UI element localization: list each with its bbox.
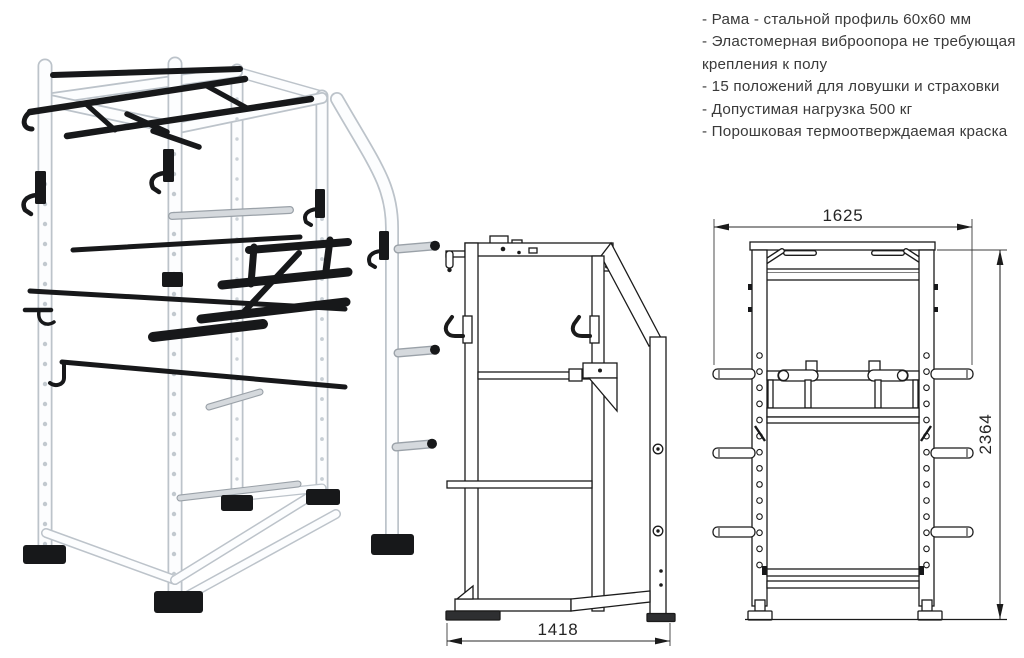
side-storage-post — [650, 337, 666, 614]
dim-1418 — [447, 620, 670, 646]
side-lower-bar — [447, 481, 592, 488]
peg-cap — [430, 241, 440, 251]
peg-cap — [430, 345, 440, 355]
side-j-hook — [573, 316, 599, 343]
dim-1418-label: 1418 — [537, 620, 579, 639]
front-j-pins — [755, 426, 931, 441]
front-foot-pad — [748, 611, 772, 620]
front-cross-beam — [763, 269, 922, 280]
side-foot-pad — [647, 614, 675, 622]
peg-cap — [427, 439, 437, 449]
dim-1625-label: 1625 — [822, 206, 864, 225]
side-j-hook — [446, 316, 472, 343]
side-rear-support — [601, 243, 661, 346]
front-pullup-handles — [759, 251, 929, 266]
weight-pegs — [396, 241, 440, 449]
spec-item-positions: - 15 положений для ловушки и страховки — [702, 78, 1000, 96]
front-right-upright — [919, 250, 934, 606]
side-rear-post — [592, 256, 604, 611]
spec-item-feet: - Эластомерная виброопора не требующая крепления к полу — [702, 33, 1016, 73]
front-left-upright — [752, 250, 767, 606]
front-foot-pad — [918, 611, 942, 620]
front-bottom-bar — [767, 569, 919, 576]
front-dip-struts — [768, 380, 918, 408]
side-base-rail — [455, 599, 571, 611]
front-view-drawing — [713, 206, 1007, 620]
side-top-beam — [465, 243, 613, 256]
side-pullup-handle — [446, 251, 466, 272]
spec-item-load: - Допустимая нагрузка 500 кг — [702, 100, 913, 118]
spec-item-frame: - Рама - стальной профиль 60x60 мм — [702, 11, 972, 28]
side-front-post — [465, 243, 478, 611]
side-foot-pad — [446, 611, 500, 620]
render-3d — [23, 64, 440, 613]
spec-item-paint: - Порошковая термоотверждаемая краска — [702, 123, 1008, 141]
dim-2364-label: 2364 — [976, 413, 995, 455]
front-hole-columns — [760, 356, 927, 582]
side-view-drawing — [446, 236, 675, 646]
front-bottom-bar — [767, 581, 919, 588]
